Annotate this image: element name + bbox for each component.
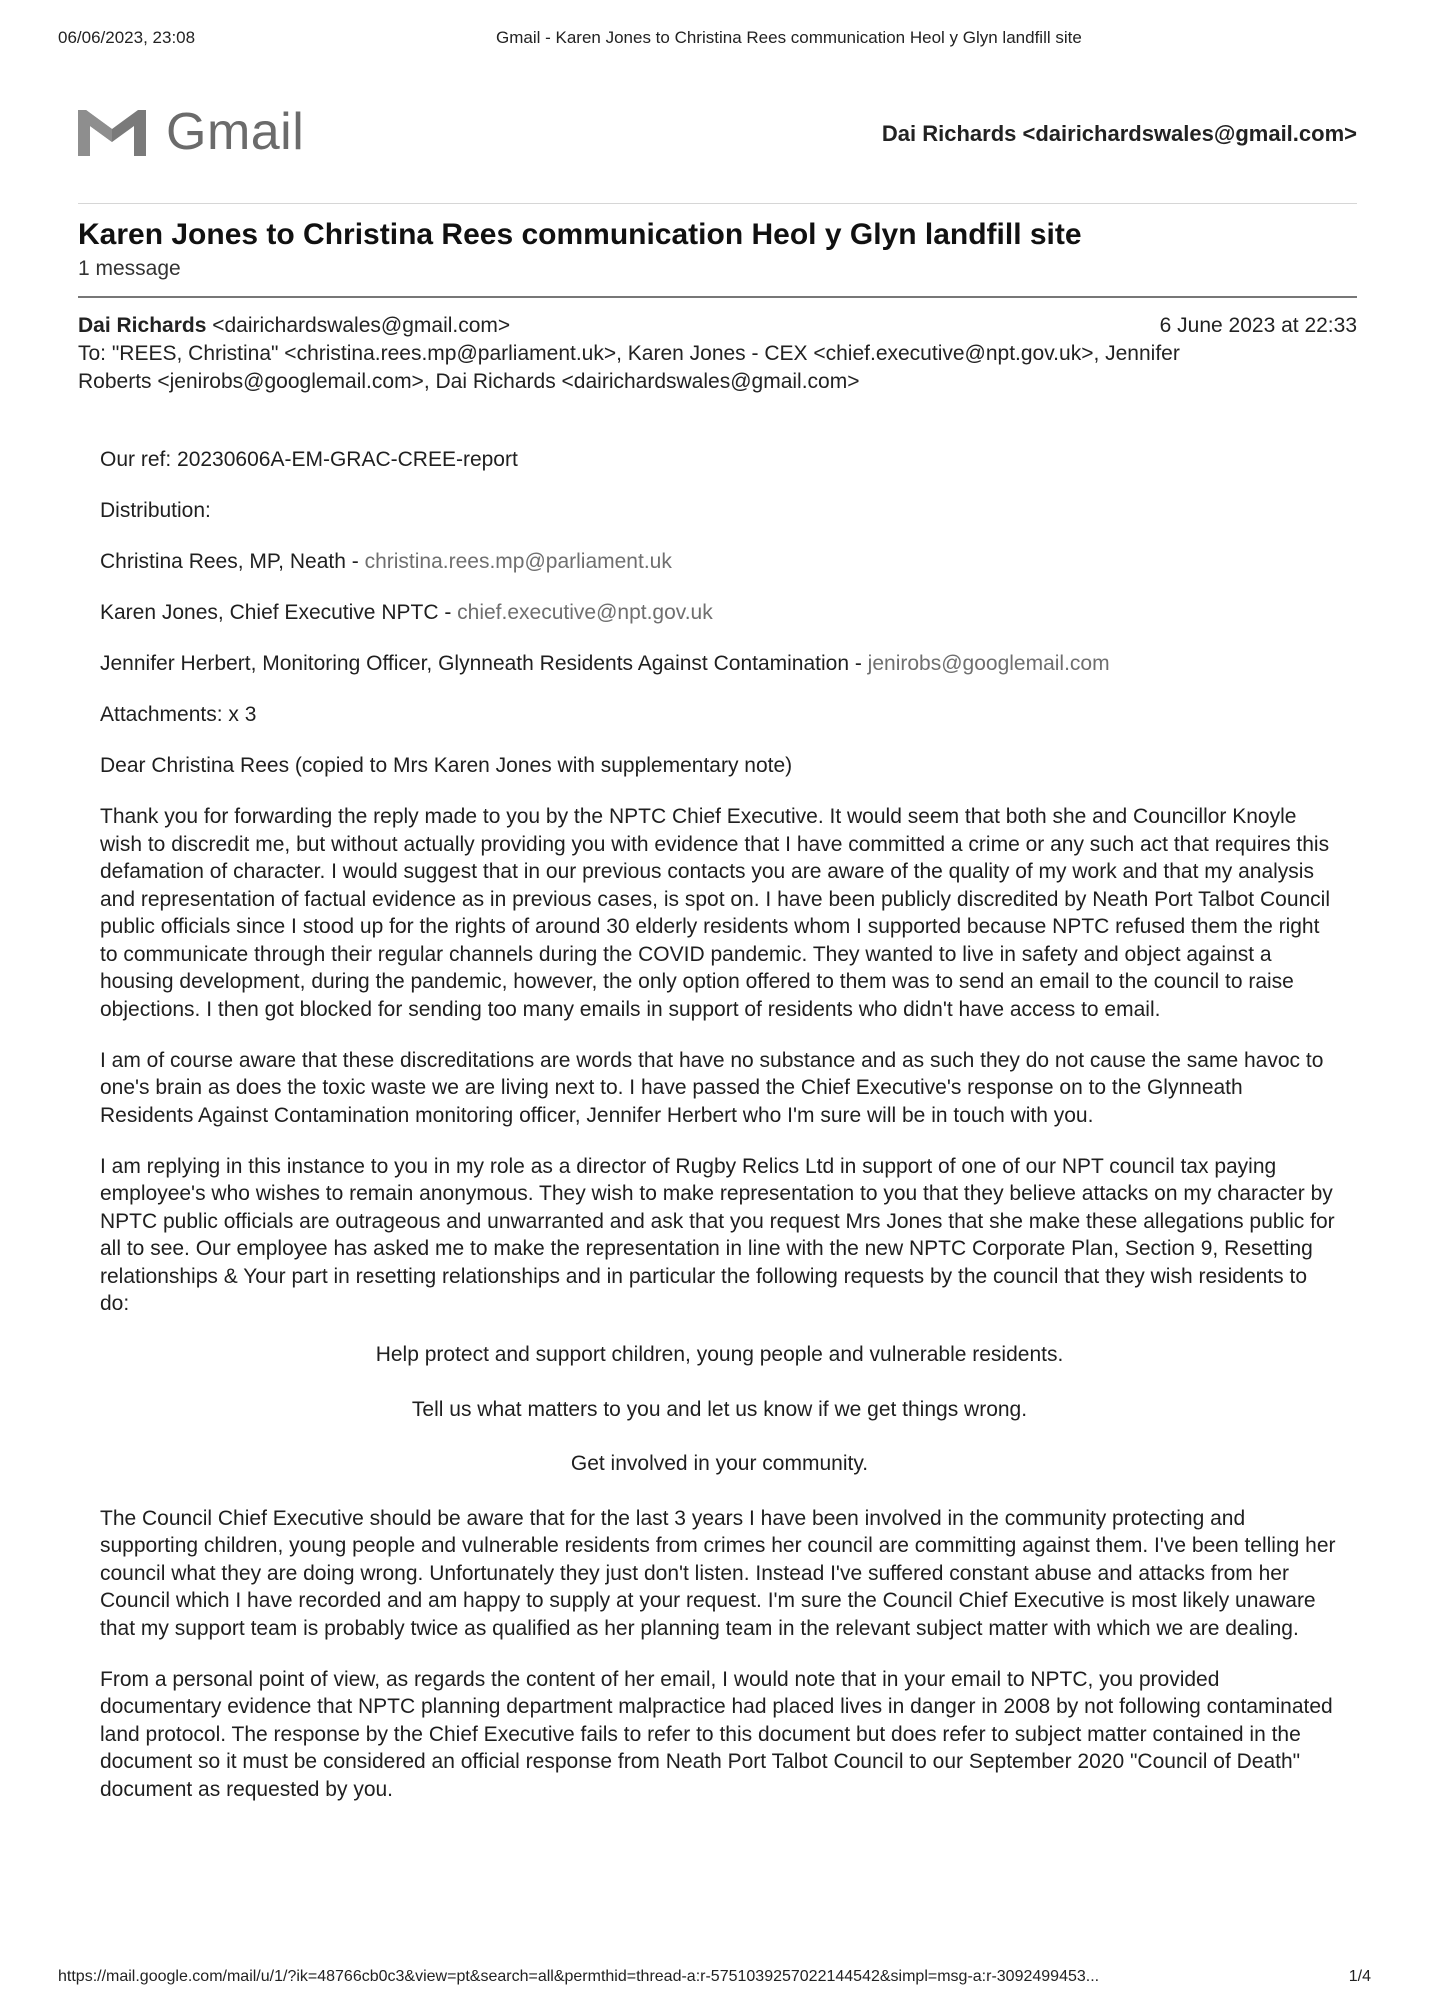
body-paragraph: Thank you for forwarding the reply made to you by the NPTC Chief Executive. It would seem that both she and Councillor Knoyle wish to discredit me, but without actually providing you with evidence that I have committed a crime or any such act that requires this defamation of character. I would suggest that in our previous contacts you are aware of the quality of my work and that my analysis and representation of factual evidence as in previous cases, is spot on. I have been publicly discredited by Neath Port Talbot Council public officials since I stood up for the rights of around 30 elderly residents whom I supported because NPTC refused them the right to communicate through their regular channels during the COVID pandemic. They wanted to live in safety and object against a housing development, during the pandemic, however, the only option offered to them was to send an email to the council to raise objections. I then got blocked for sending too many emails in support of residents who didn't have access to email. [100, 805, 1331, 1021]
greeting: Dear Christina Rees (copied to Mrs Karen Jones with supplementary note) [100, 754, 793, 777]
thread-subject: Karen Jones to Christina Rees communication Heol y Glyn landfill site [78, 218, 1082, 251]
quoted-request: Tell us what matters to you and let us know if we get things wrong. [411, 1397, 1028, 1421]
recipients-line-1: To: "REES, Christina" <christina.rees.mp@parliament.uk>, Karen Jones - CEX <chief.executive@npt.gov.uk>, Jennifer [78, 342, 1180, 365]
sender-email: <dairichardswales@gmail.com> [212, 314, 511, 337]
message-date: 6 June 2023 at 22:33 [1159, 314, 1357, 337]
print-footer [58, 1968, 1371, 1990]
page-url: https://mail.google.com/mail/u/1/?ik=48766cb0c3&view=pt&search=all&permthid=thread-a:r-5751039257022144542&simpl=msg-a:r-3092499453... [58, 1968, 1100, 1985]
email-link[interactable]: chief.executive@npt.gov.uk [457, 601, 713, 624]
distribution-item: Christina Rees, MP, Neath - christina.rees.mp@parliament.uk [100, 550, 672, 573]
gmail-logo-icon [74, 104, 150, 160]
sender-name: Dai Richards [78, 314, 207, 337]
distribution-item: Jennifer Herbert, Monitoring Officer, Glynneath Residents Against Contamination - jenirobs@googlemail.com [100, 652, 1110, 675]
distribution-item: Karen Jones, Chief Executive NPTC - chief.executive@npt.gov.uk [100, 601, 713, 624]
print-header [58, 28, 1371, 50]
email-link[interactable]: jenirobs@googlemail.com [867, 652, 1110, 675]
body-paragraph: The Council Chief Executive should be aware that for the last 3 years I have been involved in the community protecting and supporting children, young people and vulnerable residents from crimes her council are committing against them. I've been telling her council what they are doing wrong. Unfortunately they just don't listen. Instead I've suffered constant abuse and attacks from her Council which I have recorded and am happy to supply at your request. I'm sure the Council Chief Executive is most likely unaware that my support team is probably twice as qualified as her planning team in the relevant subject matter with which we are dealing. [100, 1506, 1336, 1640]
quoted-request: Get involved in your community. [570, 1452, 869, 1475]
gmail-wordmark: Gmail [166, 103, 305, 161]
email-link[interactable]: christina.rees.mp@parliament.uk [364, 550, 672, 573]
divider [78, 296, 1357, 298]
body-paragraph: I am of course aware that these discreditations are words that have no substance and as such they do not cause the same havoc to one's brain as does the toxic waste we are living next to. I have passed the Chief Executive's response on to the Glynneath Residents Against Contamination monitoring officer, Jennifer Herbert who I'm sure will be in touch with you. [100, 1048, 1324, 1127]
print-title: Gmail - Karen Jones to Christina Rees communication Heol y Glyn landfill site [496, 28, 1082, 47]
message-count: 1 message [78, 257, 181, 280]
page-number: 1/4 [1348, 1968, 1371, 1985]
body-paragraph: From a personal point of view, as regards the content of her email, I would note that in your email to NPTC, you provided documentary evidence that NPTC planning department malpractice had placed lives in danger in 2008 by not following contaminated land protocol. The response by the Chief Executive fails to refer to this document but does refer to subject matter contained in the document so it must be considered an official response from Neath Port Talbot Council to our September 2020 "Council of Death" document as requested by you. [100, 1667, 1333, 1801]
print-datetime: 06/06/2023, 23:08 [58, 28, 196, 47]
message-header [78, 312, 1357, 396]
divider [78, 203, 1357, 204]
attachments-note: Attachments: x 3 [100, 703, 257, 726]
reference: Our ref: 20230606A-EM-GRAC-CREE-report [100, 448, 518, 471]
quoted-request: Help protect and support children, young people and vulnerable residents. [375, 1343, 1064, 1366]
body-paragraph: I am replying in this instance to you in my role as a director of Rugby Relics Ltd in support of one of our NPT council tax paying employee's who wishes to remain anonymous. They wish to make representation to you that they believe attacks on my character by NPTC public officials are outrageous and unwarranted and ask that you request Mrs Jones that she make these allegations public for all to see. Our employee has asked me to make the representation in line with the new NPTC Corporate Plan, Section 9, Resetting relationships & Your part in resetting relationships and in particular the following requests by the council that they wish residents to do: [100, 1154, 1335, 1315]
distribution-label: Distribution: [100, 499, 211, 522]
account-email: Dai Richards <dairichardswales@gmail.com> [881, 121, 1357, 146]
message-body [100, 446, 1339, 1827]
recipients-line-2: Roberts <jenirobs@googlemail.com>, Dai Richards <dairichardswales@gmail.com> [78, 370, 860, 393]
